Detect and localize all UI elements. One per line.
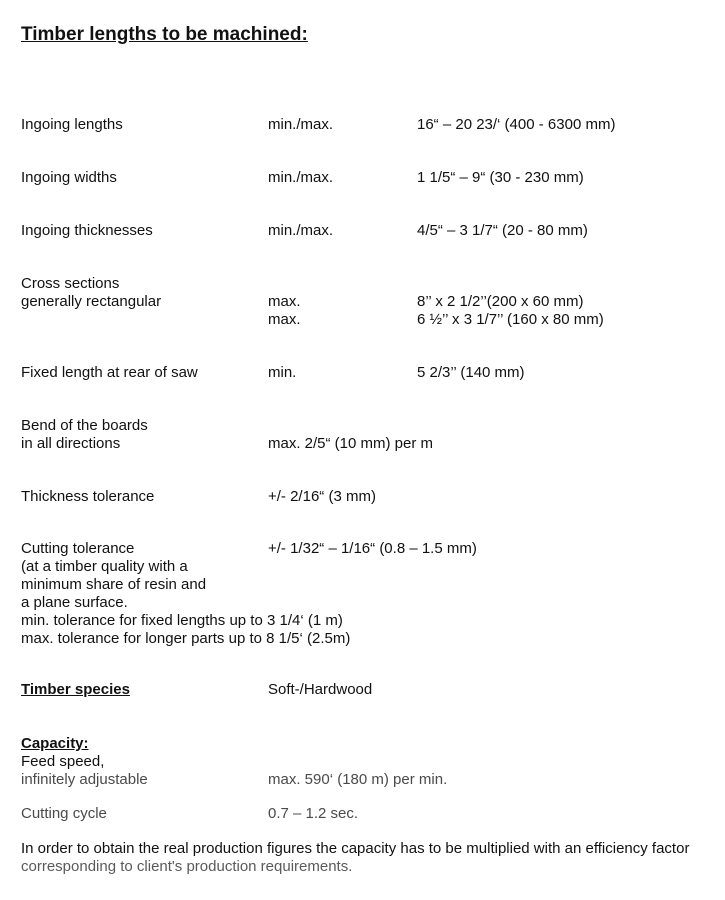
page-title: Timber lengths to be machined: [21, 24, 308, 45]
spec-label: Fixed length at rear of saw [21, 364, 198, 381]
section-heading-species: Timber species [21, 681, 130, 698]
tolerance-note: min. tolerance for fixed lengths up to 3 1/4‘ (1 m) [21, 612, 343, 629]
spec-qualifier: min./max. [268, 169, 334, 186]
spec-label [21, 417, 148, 453]
footer-line: In order to obtain the real production figures the capacity has to be multiplied with an efficiency factor [21, 840, 690, 857]
spec-value: 4/5“ – 3 1/7“ (20 - 80 mm) [417, 222, 588, 239]
spec-value: max. 2/5“ (10 mm) per m [268, 435, 434, 452]
section-heading-capacity: Capacity: [21, 735, 89, 752]
spec-label-line: in all directions [21, 435, 121, 452]
spec-value: 0.7 – 1.2 sec. [268, 805, 359, 822]
spec-label-line: minimum share of resin and [21, 576, 207, 593]
spec-qualifier: min. [268, 364, 297, 381]
spec-label: Cutting cycle [21, 805, 107, 822]
footer-line: corresponding to client's production requirements. [21, 858, 353, 875]
spec-label-line: generally rectangular [21, 293, 162, 310]
spec-label-line: Cross sections [21, 275, 120, 292]
spec-qualifier-line: max. [268, 311, 301, 328]
spec-label: Thickness tolerance [21, 488, 155, 505]
spec-label [21, 275, 161, 311]
spec-value: 16“ – 20 23/‘ (400 - 6300 mm) [417, 116, 616, 133]
spec-value: 5 2/3’’ (140 mm) [417, 364, 525, 381]
spec-qualifier-line: max. [268, 293, 301, 310]
spec-value: 1 1/5“ – 9“ (30 - 230 mm) [417, 169, 584, 186]
spec-label-line: a plane surface. [21, 594, 128, 611]
spec-value [417, 293, 604, 329]
spec-label-line: Cutting tolerance [21, 540, 135, 557]
spec-value: +/- 1/32“ – 1/16“ (0.8 – 1.5 mm) [268, 540, 477, 557]
spec-label: Ingoing thicknesses [21, 222, 153, 239]
spec-label-line: (at a timber quality with a [21, 558, 188, 575]
spec-value-feed-speed: max. 590‘ (180 m) per min. [268, 771, 448, 788]
spec-value: Soft-/Hardwood [268, 681, 373, 698]
spec-value-line: 6 ½’’ x 3 1/7’’ (160 x 80 mm) [417, 311, 604, 328]
spec-label: Ingoing lengths [21, 116, 123, 133]
spec-label-line: Bend of the boards [21, 417, 148, 434]
spec-qualifier: min./max. [268, 116, 334, 133]
capacity-label [21, 735, 148, 789]
spec-qualifier [268, 293, 301, 329]
spec-label-line: Feed speed, [21, 753, 105, 770]
spec-qualifier: min./max. [268, 222, 334, 239]
spec-label: Ingoing widths [21, 169, 117, 186]
spec-value-line: 8’’ x 2 1/2’’(200 x 60 mm) [417, 293, 584, 310]
spec-value: +/- 2/16“ (3 mm) [268, 488, 376, 505]
footer-note [21, 840, 721, 876]
tolerance-note: max. tolerance for longer parts up to 8 1/5‘ (2.5m) [21, 630, 351, 647]
spec-label-line: infinitely adjustable [21, 771, 148, 788]
